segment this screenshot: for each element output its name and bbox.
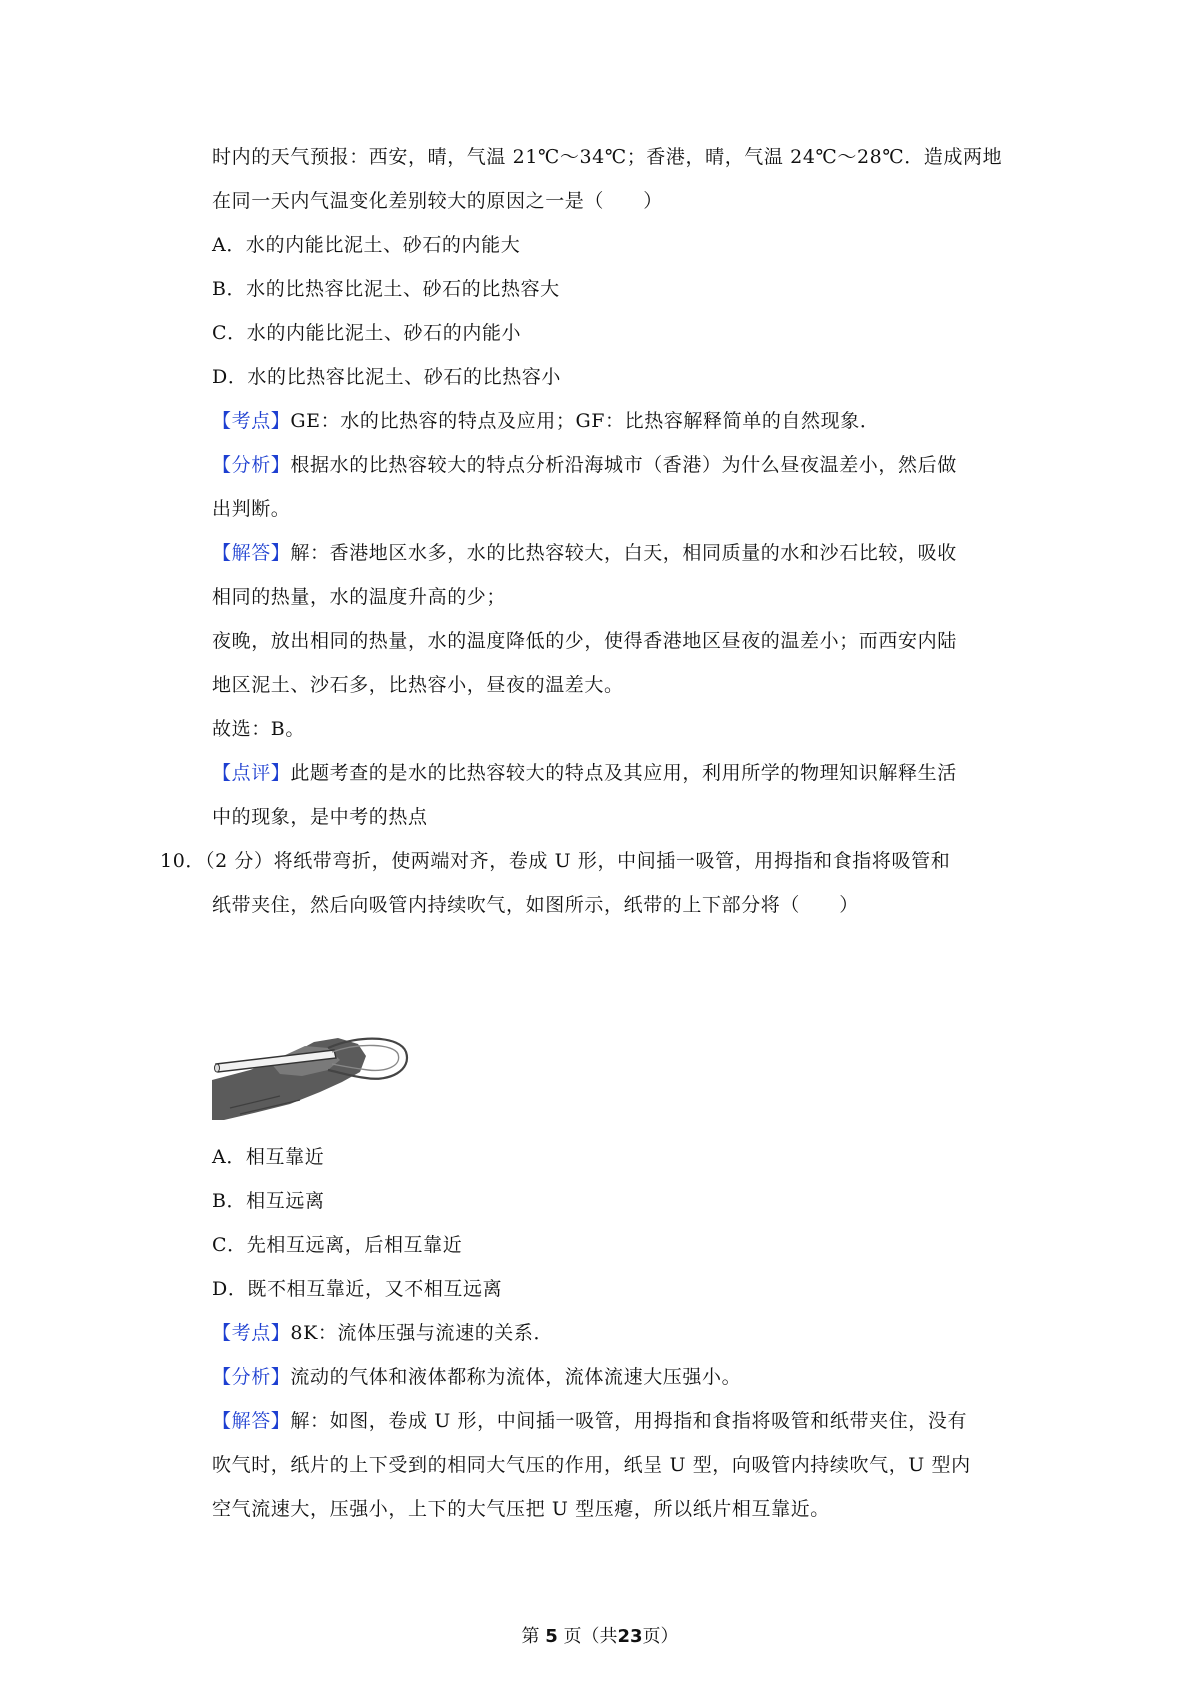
q9-jieda-line2: 相同的热量，水的温度升高的少； <box>212 586 507 608</box>
dianping-text-line1: 此题考查的是水的比热容较大的特点及其应用，利用所学的物理知识解释生活 <box>290 762 957 784</box>
q9-fenxi <box>212 452 957 478</box>
footer-page-number: 5 <box>545 1626 558 1647</box>
kaodian-text: 8K：流体压强与流速的关系． <box>290 1322 554 1344</box>
kaodian-text: GE：水的比热容的特点及应用；GF：比热容解释简单的自然现象． <box>290 410 880 432</box>
footer-prefix: 第 <box>521 1626 540 1647</box>
kaodian-tag: 【考点】 <box>212 1322 291 1344</box>
q10-option-c: C．先相互远离，后相互靠近 <box>212 1234 463 1256</box>
q9-dianping <box>212 760 957 786</box>
q9-option-c: C．水的内能比泥土、砂石的内能小 <box>212 322 522 344</box>
dianping-tag: 【点评】 <box>212 762 291 784</box>
q9-kaodian <box>212 408 879 434</box>
hand-straw-paper-figure <box>210 1012 430 1122</box>
q10-stem-line2: 纸带夹住，然后向吸管内持续吹气，如图所示，纸带的上下部分将（ ） <box>212 894 859 916</box>
q9-fenxi-line2: 出判断。 <box>212 498 291 520</box>
q10-jieda-line2: 吹气时，纸片的上下受到的相同大气压的作用，纸呈 U 型，向吸管内持续吹气，U 型内 <box>212 1454 971 1476</box>
q9-stem-line1: 时内的天气预报：西安，晴，气温 21℃～34℃；香港，晴，气温 24℃～28℃．造成两地 <box>212 146 1003 168</box>
q9-stem-line2: 在同一天内气温变化差别较大的原因之一是（ ） <box>212 190 663 212</box>
q9-jieda-line5: 故选：B。 <box>212 718 305 740</box>
jieda-tag: 【解答】 <box>212 1410 291 1432</box>
q10-stem-line1: 10．（2 分）将纸带弯折，使两端对齐，卷成 U 形，中间插一吸管，用拇指和食指将吸管和 <box>160 850 951 872</box>
q9-jieda <box>212 540 957 566</box>
q10-option-b: B．相互远离 <box>212 1190 325 1212</box>
q10-kaodian <box>212 1320 553 1346</box>
q10-jieda-line3: 空气流速大，压强小，上下的大气压把 U 型压瘪，所以纸片相互靠近。 <box>212 1498 830 1520</box>
fenxi-tag: 【分析】 <box>212 454 291 476</box>
fenxi-text: 流动的气体和液体都称为流体，流体流速大压强小。 <box>290 1366 742 1388</box>
footer-total-pages: 23 <box>617 1626 643 1647</box>
footer-middle: 页（共 <box>563 1626 618 1647</box>
kaodian-tag: 【考点】 <box>212 410 291 432</box>
jieda-tag: 【解答】 <box>212 542 291 564</box>
q9-jieda-line4: 地区泥土、沙石多，比热容小，昼夜的温差大。 <box>212 674 624 696</box>
q9-option-b: B．水的比热容比泥土、砂石的比热容大 <box>212 278 560 300</box>
q10-fenxi <box>212 1364 741 1390</box>
fenxi-text-line1: 根据水的比热容较大的特点分析沿海城市（香港）为什么昼夜温差小，然后做 <box>290 454 957 476</box>
q9-option-d: D．水的比热容比泥土、砂石的比热容小 <box>212 366 562 388</box>
page-footer <box>0 1622 1200 1648</box>
q9-dianping-line2: 中的现象，是中考的热点 <box>212 806 428 828</box>
footer-suffix: 页） <box>642 1626 679 1647</box>
q9-jieda-line3: 夜晚，放出相同的热量，水的温度降低的少，使得香港地区昼夜的温差小；而西安内陆 <box>212 630 957 652</box>
q10-option-d: D．既不相互靠近，又不相互远离 <box>212 1278 503 1300</box>
fenxi-tag: 【分析】 <box>212 1366 291 1388</box>
q10-jieda <box>212 1408 967 1434</box>
q9-option-a: A．水的内能比泥土、砂石的内能大 <box>212 234 521 256</box>
jieda-text-line1: 解：香港地区水多，水的比热容较大，白天，相同质量的水和沙石比较，吸收 <box>290 542 957 564</box>
q10-option-a: A．相互靠近 <box>212 1146 325 1168</box>
jieda-text-line1: 解：如图，卷成 U 形，中间插一吸管，用拇指和食指将吸管和纸带夹住，没有 <box>290 1410 968 1432</box>
